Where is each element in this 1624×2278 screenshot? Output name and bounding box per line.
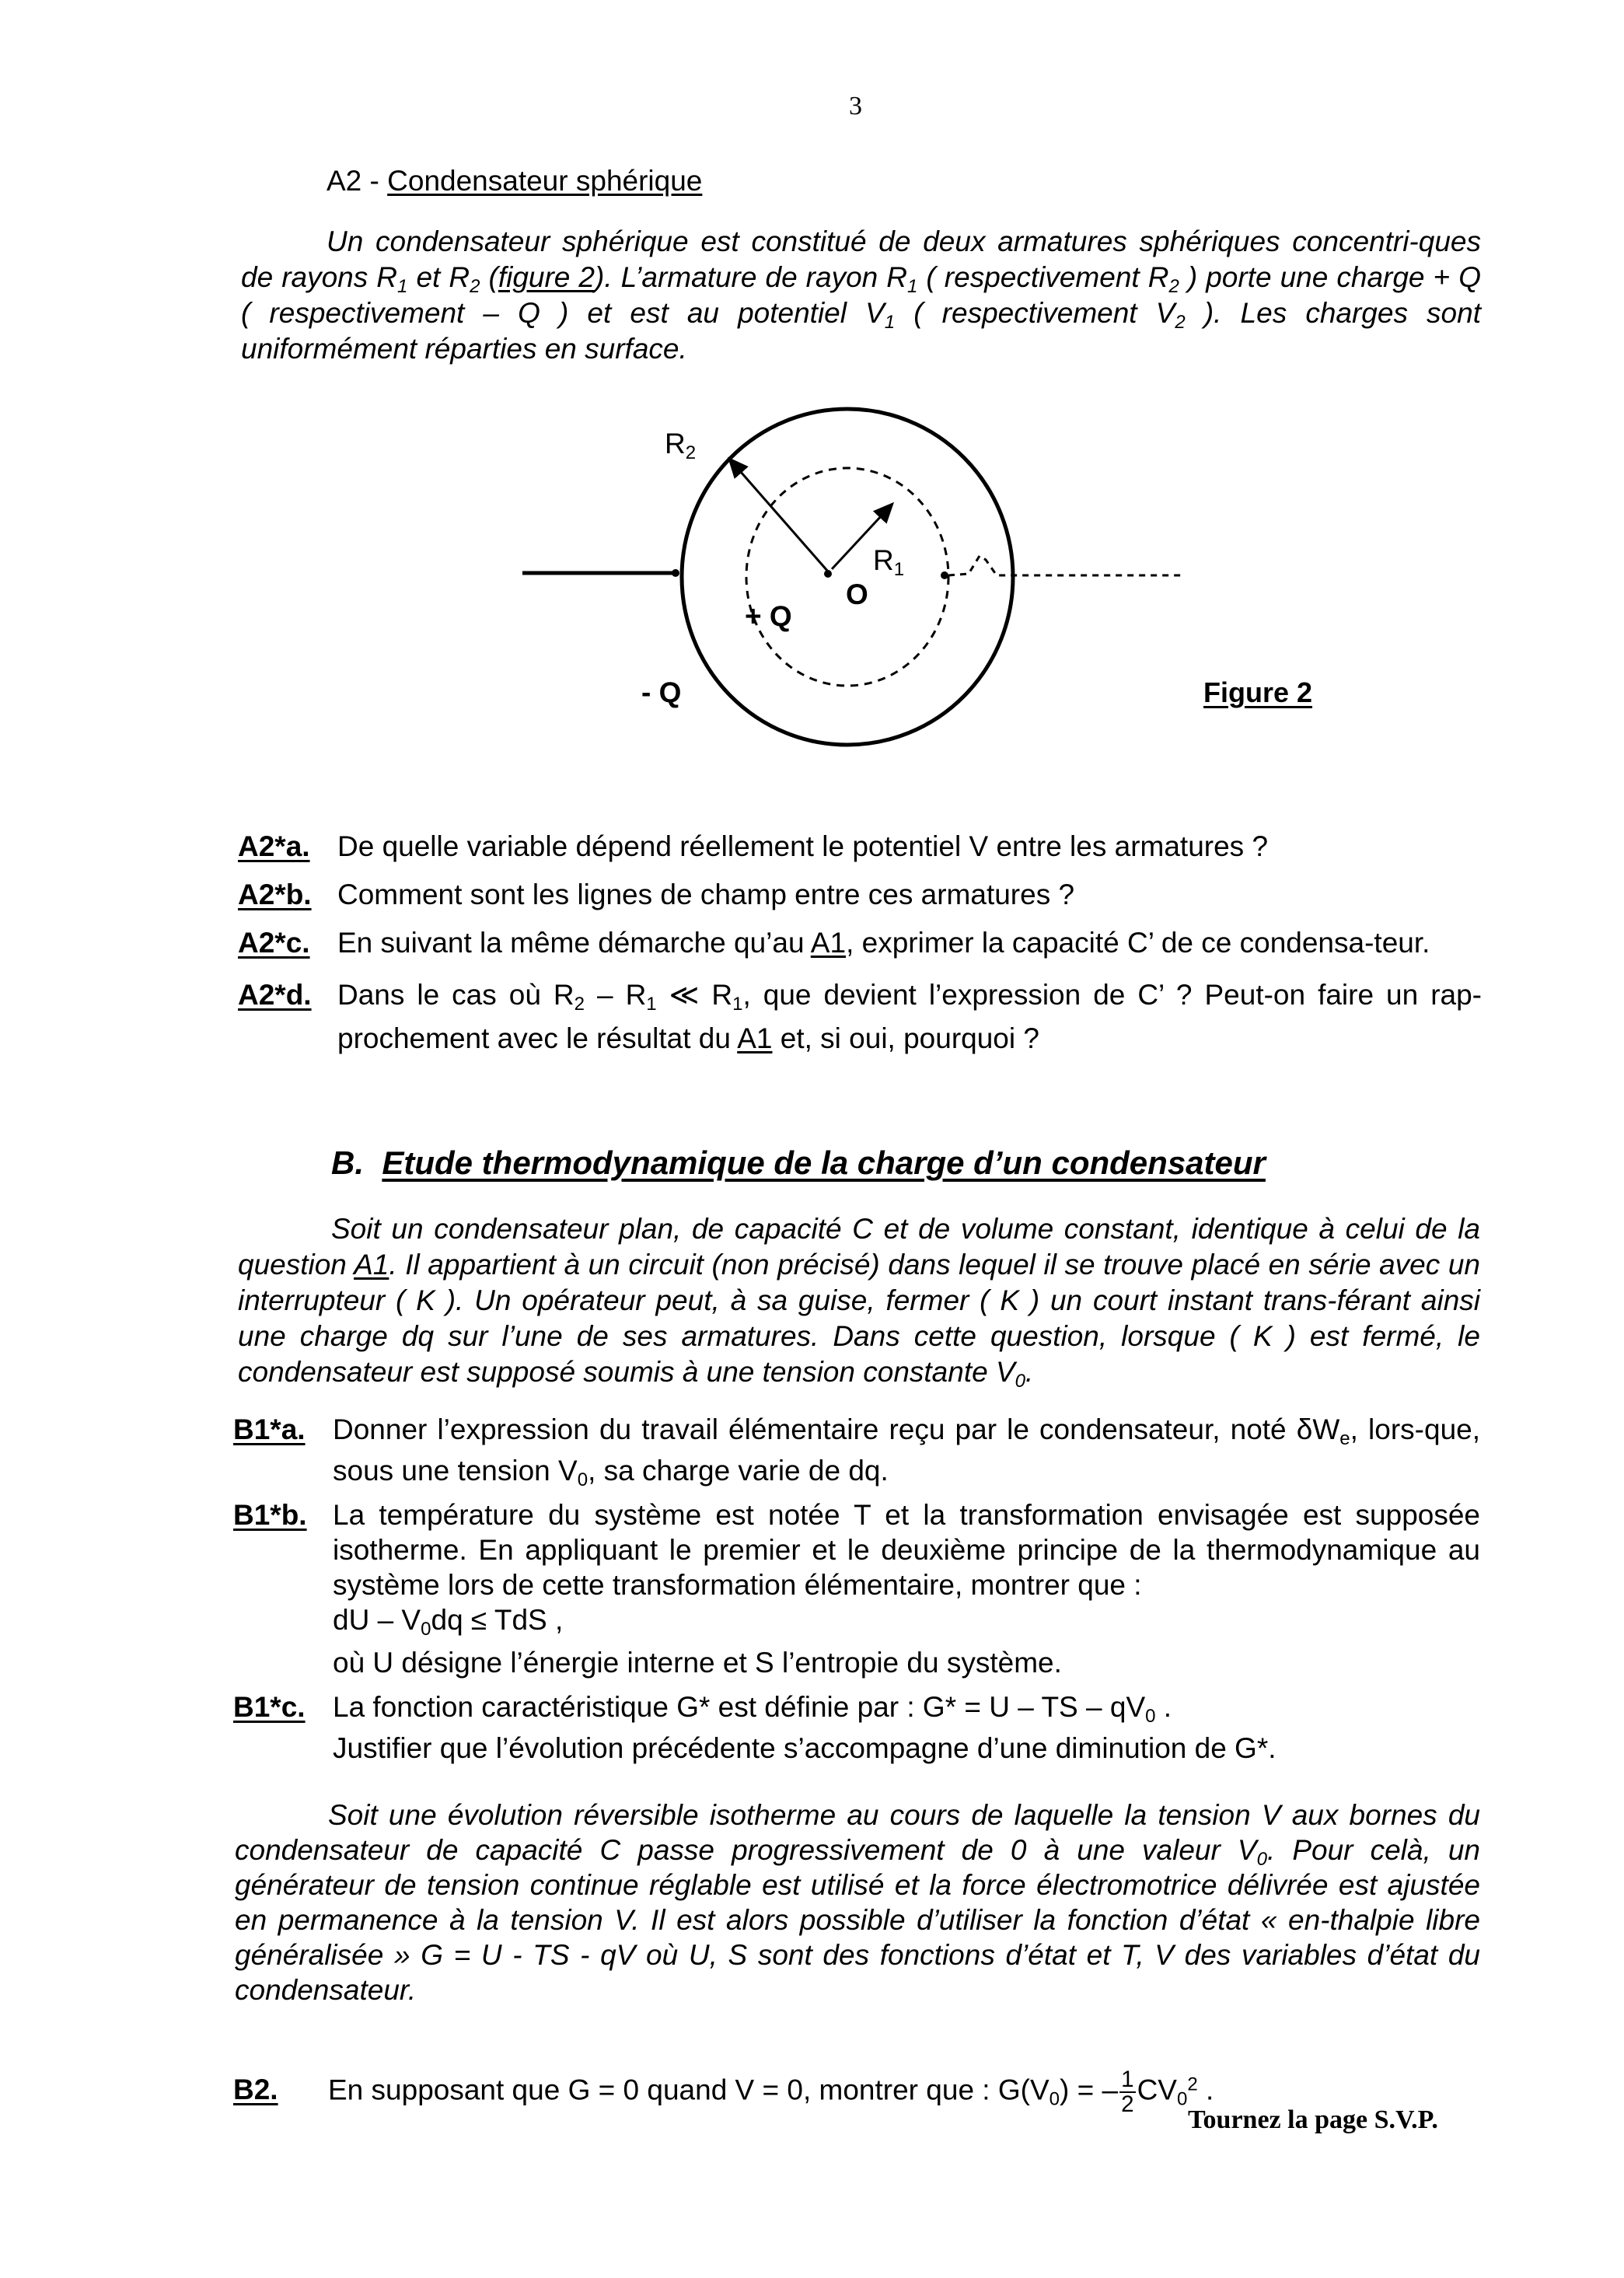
question-text: Comment sont les lignes de champ entre ces armatures ? <box>337 879 1075 910</box>
figure-2 <box>513 404 1368 777</box>
outer-charge-label: - Q <box>641 676 682 708</box>
section-a2-heading <box>327 163 702 199</box>
question-b1b <box>233 1497 1480 1680</box>
text: R <box>1147 261 1169 293</box>
text: ). Les charges sont uniformément réparties en surface. <box>241 297 1481 365</box>
text: Donner l’expression du travail élémentaire reçu par le condensateur, noté δW <box>333 1413 1340 1445</box>
text: 1 <box>1121 2067 1134 2092</box>
r2-label <box>665 426 696 462</box>
text: dU – V <box>333 1604 421 1636</box>
question-label: B1*c. <box>233 1691 306 1723</box>
text: CV <box>1137 2074 1177 2106</box>
text: 2 <box>1121 2091 1134 2117</box>
text: 0 <box>1176 2088 1188 2110</box>
equation <box>333 1602 1480 1640</box>
a2-intro-paragraph <box>241 224 1481 367</box>
question-text: De quelle variable dépend réellement le potentiel V entre les armatures ? <box>337 830 1269 862</box>
text: 1 <box>907 276 918 298</box>
text: R <box>886 261 908 293</box>
text: 0 <box>577 1469 588 1491</box>
question-a2d <box>238 973 1482 1060</box>
question-text <box>337 973 1482 1060</box>
inner-charge-label: + Q <box>745 600 792 632</box>
text: ) porte une charge + Q ( respectivement – Q ) et est au potentiel <box>241 261 1481 329</box>
fraction <box>1119 2068 1135 2116</box>
text: V <box>1155 297 1175 329</box>
text: 1 <box>732 994 743 1015</box>
section-b-heading <box>331 1144 1266 1182</box>
text: La température du système est notée T et la transformation envisagée est supposée isotherme. En appliquant le premier et le deuxième principe de la thermodynamique au système lors de cette transformation élémentaire, montrer que : <box>333 1499 1480 1601</box>
heading-prefix: A2 - <box>327 165 388 197</box>
text: En suivant la même démarche qu’au <box>337 927 811 959</box>
text: où U désigne l’énergie interne et S l’entropie du système. <box>333 1647 1062 1679</box>
question-label: B2. <box>233 2074 278 2106</box>
text: , que devient l’expression de C’ ? Peut-on faire un rap-prochement avec le résultat du <box>337 979 1482 1054</box>
text: V <box>865 297 885 329</box>
spherical-capacitor-diagram <box>513 404 1368 777</box>
text: G* = U – TS – qV <box>922 1691 1146 1723</box>
section-letter: B. <box>331 1144 364 1181</box>
page-number: 3 <box>849 92 862 121</box>
equation <box>998 2068 1214 2116</box>
text: R <box>665 428 686 459</box>
text: – R <box>585 979 647 1011</box>
text: ). L’armature de rayon <box>595 261 887 293</box>
a1-link[interactable]: A1 <box>737 1022 773 1054</box>
question-label: A2*b. <box>238 879 312 910</box>
question-label: A2*a. <box>238 830 310 862</box>
text: 1 <box>646 994 657 1015</box>
text: Justifier que l’évolution précédente s’accompagne d’une diminution de G*. <box>333 1732 1276 1764</box>
a1-link[interactable]: A1 <box>810 927 847 959</box>
question-a2b <box>238 877 1482 913</box>
a1-link[interactable]: A1 <box>354 1249 389 1281</box>
text: 2 <box>470 276 480 298</box>
a2-questions <box>238 829 1482 1060</box>
text: 2 <box>1168 276 1179 298</box>
text: ( respectivement <box>895 297 1156 329</box>
b-para2 <box>235 1798 1480 2007</box>
text: et <box>407 261 449 293</box>
question-text <box>333 1497 1480 1680</box>
text: Un condensateur sphérique est constitué de deux armatures sphériques concentri-ques de rayons <box>241 225 1481 293</box>
figure-caption: Figure 2 <box>1203 676 1313 708</box>
text: et, si oui, pourquoi ? <box>772 1022 1039 1054</box>
text: . <box>1025 1356 1034 1388</box>
text: R <box>873 544 894 576</box>
text: dq ≤ TdS , <box>431 1604 564 1636</box>
text: Dans le cas où R <box>337 979 575 1011</box>
text: ( <box>480 261 498 293</box>
question-text <box>333 1409 1480 1491</box>
question-text <box>333 1686 1480 1769</box>
text: 0 <box>1145 1706 1156 1728</box>
question-a2a <box>238 829 1482 865</box>
section-title: Etude thermodynamique de la charge d’un condensateur <box>382 1144 1266 1181</box>
text: En supposant que G = 0 quand V = 0, montrer que : <box>328 2074 998 2106</box>
b1-questions <box>233 1409 1480 1769</box>
text: R <box>449 261 470 293</box>
text: 0 <box>421 1619 431 1640</box>
text: . <box>1197 2074 1214 2106</box>
heading-title: Condensateur sphérique <box>387 165 703 197</box>
question-label: B1*b. <box>233 1499 307 1531</box>
text: . Pour celà, un générateur de tension continue réglable est utilisé et la force électromotrice délivrée est ajustée en permanence à la tension V. Il est alors possible d’utiliser la fonction d’état « en-thalpie libre généralisée » G = U - TS - qV où U, S sont des fonctions d’état et T, V des variables d’état du condensateur. <box>235 1834 1480 2006</box>
text: ) = – <box>1060 2074 1119 2106</box>
text: 2 <box>1175 312 1186 334</box>
text: R <box>376 261 398 293</box>
text: La fonction caractéristique G* est définie par : <box>333 1691 923 1723</box>
text: 0 <box>1256 1849 1267 1871</box>
question-label: B1*a. <box>233 1413 306 1445</box>
question-label: A2*c. <box>238 927 310 959</box>
text: 1 <box>884 312 896 334</box>
text: Soit une évolution réversible isotherme au cours de laquelle la tension V aux bornes du condensateur de capacité C passe progressivement de 0 à une valeur V <box>235 1799 1480 1866</box>
text: 2 <box>574 994 585 1015</box>
question-text <box>337 925 1482 961</box>
figure-2-link[interactable]: figure 2 <box>498 261 595 293</box>
text: Soit un condensateur plan, de capacité C et de volume constant, identique à celui de la question <box>238 1213 1480 1281</box>
text: . Il appartient à un circuit (non précisé) dans lequel il se trouve placé en série avec un interrupteur ( K ). Un opérateur peut, à sa guise, fermer ( K ) un court instant trans-férant ainsi une charge dq sur l’une de ses armatures. Dans cette question, lorsque ( K ) est fermé, le condensateur est supposé soumis à une tension constante V <box>238 1249 1480 1388</box>
footer-turn-page: Tournez la page S.V.P. <box>1188 2105 1438 2134</box>
text: 2 <box>685 442 697 464</box>
center-o-label: O <box>846 578 868 610</box>
text: , lors-que, sous une tension V <box>333 1413 1481 1487</box>
text: , sa charge varie de dq. <box>588 1455 889 1487</box>
text: . <box>1155 1691 1172 1723</box>
question-b1c <box>233 1686 1480 1769</box>
text: 2 <box>1187 2074 1198 2095</box>
text: 0 <box>1049 2088 1060 2110</box>
text: G(V <box>997 2074 1049 2106</box>
text: , exprimer la capacité C’ de ce condensa-teur. <box>846 927 1430 959</box>
text: 0 <box>1015 1371 1026 1392</box>
text: ( respectivement <box>917 261 1148 293</box>
r1-label <box>873 543 905 581</box>
question-a2c <box>238 925 1482 961</box>
text: 1 <box>893 559 905 581</box>
question-b1a <box>233 1409 1480 1491</box>
text: 1 <box>397 276 408 298</box>
b-intro-paragraph <box>238 1211 1480 1390</box>
text: ≪ R <box>656 979 733 1011</box>
text: e <box>1339 1428 1350 1450</box>
question-label: A2*d. <box>238 979 312 1011</box>
